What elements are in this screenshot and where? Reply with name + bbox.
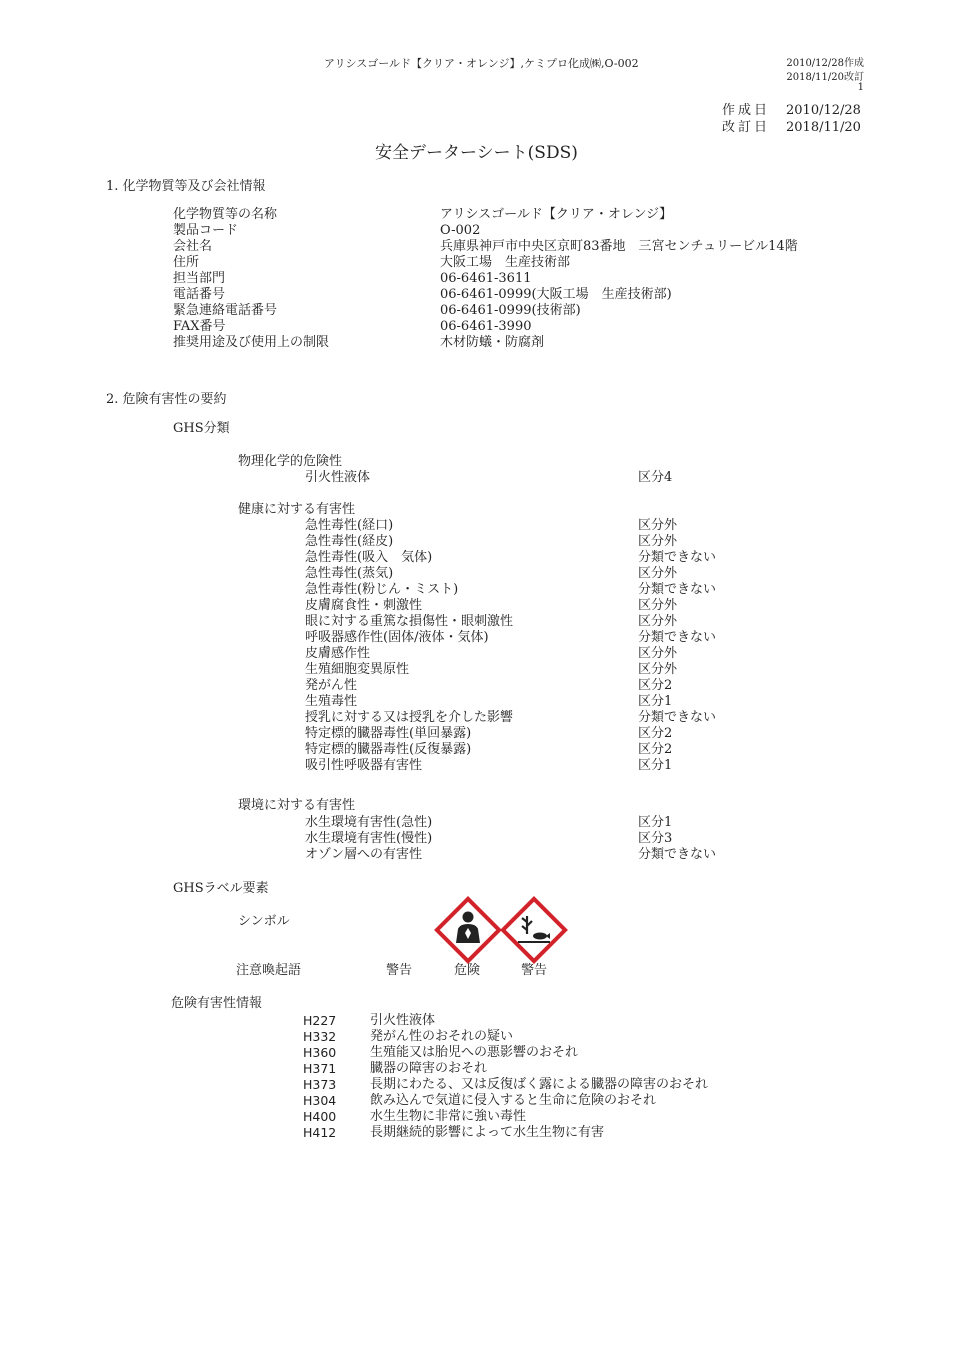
hazard-code: H412 (303, 1125, 337, 1140)
classification-value: 区分外 (638, 598, 678, 613)
classification-value: 分類できない (638, 710, 717, 725)
signal-word: 警告 (521, 963, 548, 978)
classification-item: 水生環境有害性(急性) (305, 815, 433, 830)
classification-value: 区分外 (638, 662, 678, 677)
hazard-code: H360 (303, 1045, 337, 1060)
ghs-classification-heading: GHS分類 (173, 421, 230, 436)
classification-item: 眼に対する重篤な損傷性・眼刺激性 (305, 614, 514, 629)
environment-pictogram-icon (500, 896, 568, 964)
info-label: 住所 (173, 255, 200, 270)
hazard-statements-heading: 危険有害性情報 (171, 996, 263, 1011)
info-value: O-002 (440, 223, 481, 238)
hazard-statement: 長期にわたる、又は反復ばく露による臓器の障害のおそれ (370, 1077, 709, 1092)
hazard-code: H371 (303, 1061, 337, 1076)
info-label: 化学物質等の名称 (173, 207, 278, 222)
classification-item: 生殖毒性 (305, 694, 358, 709)
info-value: アリシスゴールド【クリア・オレンジ】 (440, 207, 673, 222)
classification-item: 皮膚腐食性・刺激性 (305, 598, 423, 613)
hazard-statement: 引火性液体 (370, 1013, 436, 1028)
hazard-statement: 長期継続的影響によって水生生物に有害 (370, 1125, 605, 1140)
classification-value: 区分外 (638, 646, 678, 661)
classification-value: 区分2 (638, 742, 673, 757)
health-hazard-pictogram-icon (434, 896, 502, 964)
hazard-codes (303, 1013, 336, 1141)
hazard-texts (370, 1013, 708, 1141)
info-label: 緊急連絡電話番号 (173, 303, 278, 318)
info-label: 推奨用途及び使用上の制限 (173, 335, 330, 350)
classification-item: 急性毒性(経口) (305, 518, 394, 533)
revised-label: 改訂日 (722, 120, 771, 135)
revised-date: 2018/11/20 (786, 120, 861, 135)
classification-item: 急性毒性(粉じん・ミスト) (305, 582, 459, 597)
page-number: 1 (857, 82, 864, 93)
classification-value: 分類できない (638, 847, 717, 862)
classification-value: 区分1 (638, 815, 673, 830)
document-header-line: アリシスゴールド【クリア・オレンジ】,ケミプロ化成㈱,O-002 (324, 57, 639, 70)
info-value: 大阪工場 生産技術部 (440, 255, 571, 270)
hazard-statement: 臓器の障害のおそれ (370, 1061, 488, 1076)
classification-value: 区分2 (638, 726, 673, 741)
info-label: 電話番号 (173, 287, 226, 302)
header-revised-note: 2018/11/20改訂 (786, 72, 864, 83)
classification-item: オゾン層への有害性 (305, 847, 423, 862)
ghs-label-heading: GHSラベル要素 (173, 881, 269, 896)
hazard-statement: 生殖能又は胎児への悪影響のおそれ (370, 1045, 579, 1060)
classification-item: 急性毒性(経皮) (305, 534, 394, 549)
classification-item: 授乳に対する又は授乳を介した影響 (305, 710, 514, 725)
info-label: FAX番号 (173, 319, 226, 334)
info-label: 担当部門 (173, 271, 226, 286)
symbol-label: シンボル (238, 914, 290, 929)
signal-word-label: 注意喚起語 (236, 963, 302, 978)
info-value: 兵庫県神戸市中央区京町83番地 三宮センチュリービル14階 (440, 239, 798, 254)
page-title: 安全データーシート(SDS) (375, 143, 578, 163)
health-hazard-values (638, 518, 716, 774)
section-1-values (440, 207, 798, 351)
health-hazards-heading: 健康に対する有害性 (238, 502, 356, 517)
created-label: 作成日 (722, 103, 771, 118)
hazard-code: H332 (303, 1029, 337, 1044)
section-1-labels (173, 207, 329, 351)
classification-value: 区分4 (638, 470, 673, 485)
info-value: 06-6461-0999(技術部) (440, 303, 581, 318)
hazard-code: H373 (303, 1077, 337, 1092)
classification-item: 発がん性 (305, 678, 358, 693)
hazard-statement: 水生生物に非常に強い毒性 (370, 1109, 527, 1124)
classification-value: 区分外 (638, 518, 678, 533)
info-label: 会社名 (173, 239, 213, 254)
hazard-statement: 発がん性のおそれの疑い (370, 1029, 514, 1044)
classification-item: 引火性液体 (305, 470, 371, 485)
environmental-hazard-names (305, 815, 432, 863)
classification-item: 急性毒性(吸入 気体) (305, 550, 433, 565)
classification-item: 急性毒性(蒸気) (305, 566, 394, 581)
info-value: 06-6461-3990 (440, 319, 532, 334)
classification-value: 区分外 (638, 534, 678, 549)
signal-word: 警告 (386, 963, 413, 978)
info-value: 06-6461-0999(大阪工場 生産技術部) (440, 287, 672, 302)
classification-value: 区分2 (638, 678, 673, 693)
classification-value: 分類できない (638, 630, 717, 645)
classification-item: 生殖細胞変異原性 (305, 662, 410, 677)
classification-item: 呼吸器感作性(固体/液体・気体) (305, 630, 489, 645)
info-label: 製品コード (173, 223, 239, 238)
hazard-statement: 飲み込んで気道に侵入すると生命に危険のおそれ (370, 1093, 657, 1108)
created-date: 2010/12/28 (786, 103, 861, 118)
classification-value: 区分3 (638, 831, 673, 846)
hazard-code: H227 (303, 1013, 337, 1028)
signal-word: 危険 (454, 963, 481, 978)
classification-value: 分類できない (638, 582, 717, 597)
classification-item: 特定標的臓器毒性(単回暴露) (305, 726, 472, 741)
section-1-heading: 1. 化学物質等及び会社情報 (106, 179, 266, 194)
classification-item: 水生環境有害性(慢性) (305, 831, 433, 846)
classification-value: 区分1 (638, 758, 673, 773)
hazard-code: H304 (303, 1093, 337, 1108)
info-value: 木材防蟻・防腐剤 (440, 335, 545, 350)
classification-item: 吸引性呼吸器有害性 (305, 758, 423, 773)
classification-value: 区分1 (638, 694, 673, 709)
classification-item: 特定標的臓器毒性(反復暴露) (305, 742, 472, 757)
health-hazard-names (305, 518, 513, 774)
classification-value: 区分外 (638, 614, 678, 629)
environmental-hazards-heading: 環境に対する有害性 (238, 798, 356, 813)
classification-value: 分類できない (638, 550, 717, 565)
info-value: 06-6461-3611 (440, 271, 532, 286)
environmental-hazard-values (638, 815, 716, 863)
header-created-note: 2010/12/28作成 (786, 58, 864, 69)
physical-hazards-heading: 物理化学的危険性 (238, 454, 343, 469)
hazard-code: H400 (303, 1109, 337, 1124)
classification-value: 区分外 (638, 566, 678, 581)
classification-item: 皮膚感作性 (305, 646, 371, 661)
section-2-heading: 2. 危険有害性の要約 (106, 392, 227, 407)
